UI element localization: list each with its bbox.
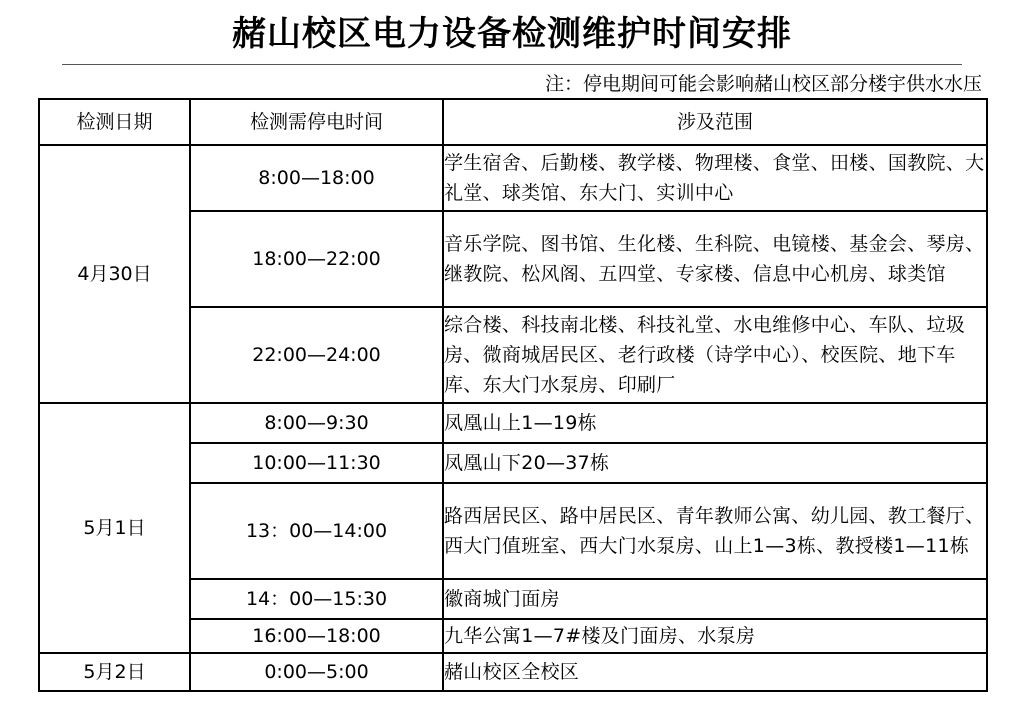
scope-cell: 赭山校区全校区 bbox=[443, 653, 987, 691]
page-note: 注：停电期间可能会影响赭山校区部分楼宇供水水压 bbox=[544, 73, 982, 95]
time-cell: 8:00—18:00 bbox=[190, 145, 443, 211]
scope-cell: 九华公寓1—7#楼及门面房、水泵房 bbox=[443, 619, 987, 653]
title-divider bbox=[62, 64, 962, 65]
header-scope: 涉及范围 bbox=[443, 99, 987, 145]
date-cell: 4月30日 bbox=[39, 145, 190, 403]
time-cell: 13：00—14:00 bbox=[190, 483, 443, 579]
scope-cell: 凤凰山下20—37栋 bbox=[443, 443, 987, 483]
time-cell: 14：00—15:30 bbox=[190, 579, 443, 619]
schedule-table bbox=[38, 98, 988, 692]
time-cell: 0:00—5:00 bbox=[190, 653, 443, 691]
time-cell: 16:00—18:00 bbox=[190, 619, 443, 653]
time-cell: 10:00—11:30 bbox=[190, 443, 443, 483]
time-cell: 22:00—24:00 bbox=[190, 307, 443, 403]
table-row bbox=[39, 653, 987, 691]
scope-cell: 路西居民区、路中居民区、青年教师公寓、幼儿园、教工餐厅、西大门值班室、西大门水泵房、山上1—3栋、教授楼1—11栋 bbox=[443, 483, 987, 579]
date-cell: 5月2日 bbox=[39, 653, 190, 691]
time-cell: 18:00—22:00 bbox=[190, 211, 443, 307]
header-time: 检测需停电时间 bbox=[190, 99, 443, 145]
scope-cell: 学生宿舍、后勤楼、教学楼、物理楼、食堂、田楼、国教院、大礼堂、球类馆、东大门、实训中心 bbox=[443, 145, 987, 211]
table-row bbox=[39, 145, 987, 211]
table-header-row bbox=[39, 99, 987, 145]
scope-cell: 综合楼、科技南北楼、科技礼堂、水电维修中心、车队、垃圾房、微商城居民区、老行政楼（诗学中心）、校医院、地下车库、东大门水泵房、印刷厂 bbox=[443, 307, 987, 403]
scope-cell: 凤凰山上1—19栋 bbox=[443, 403, 987, 443]
page-title: 赭山校区电力设备检测维护时间安排 bbox=[232, 14, 792, 54]
scope-cell: 音乐学院、图书馆、生化楼、生科院、电镜楼、基金会、琴房、继教院、松风阁、五四堂、专家楼、信息中心机房、球类馆 bbox=[443, 211, 987, 307]
scope-cell: 徽商城门面房 bbox=[443, 579, 987, 619]
time-cell: 8:00—9:30 bbox=[190, 403, 443, 443]
header-date: 检测日期 bbox=[39, 99, 190, 145]
date-cell: 5月1日 bbox=[39, 403, 190, 653]
table-row bbox=[39, 403, 987, 443]
